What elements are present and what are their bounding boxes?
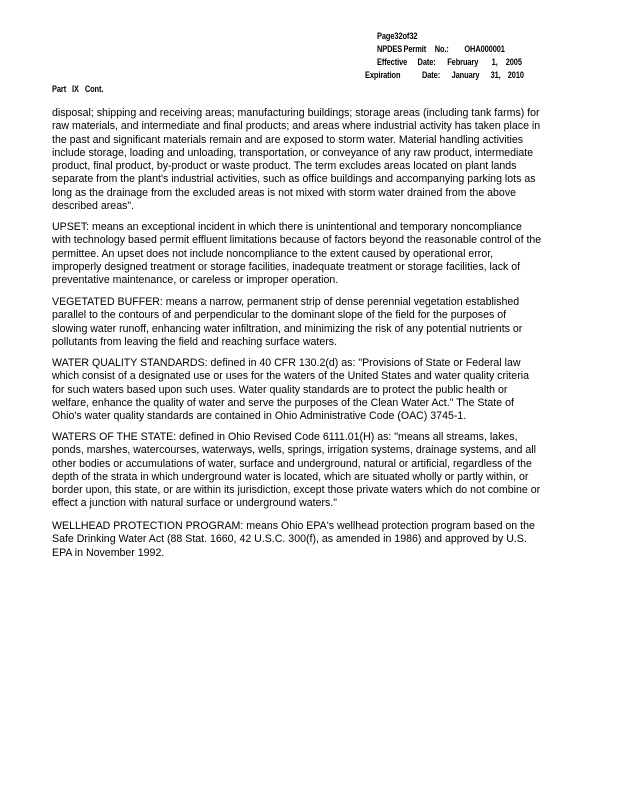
paragraph-vegetated-buffer xyxy=(52,296,567,349)
paragraph-upset xyxy=(52,221,567,287)
text-line: permittee. An upset does not include noncompliance to the extent caused by operational error, xyxy=(52,247,494,260)
effective-date-line xyxy=(377,57,522,68)
expiration-date-line xyxy=(365,70,524,81)
permit-no: OHA000001 xyxy=(464,44,505,55)
text-line: effect a junction with natural surface or underground waters." xyxy=(52,497,338,510)
permit-number-line xyxy=(377,44,505,55)
text-line: border upon, this state, or are within its jurisdiction, except those private waters which do not combine or xyxy=(52,484,541,497)
text-line: include storage, loading and unloading, transportation, or conveyance of any raw product, intermediate xyxy=(52,146,534,159)
text-line: with technology based permit effluent limitations because of factors beyond the reasonable control of the xyxy=(52,234,542,247)
text-line: WATERS OF THE STATE: defined in Ohio Revised Code 6111.01(H) as: "means all streams, lakes, xyxy=(52,431,518,443)
text-line: preventative maintenance, or careless or improper operation. xyxy=(52,274,339,287)
text-line: other bodies or accumulations of water, surface and underground, natural or artificial, regardless of the xyxy=(52,457,532,470)
text-line: which consist of a designated use or uses for the waters of the United States and water quality criteria xyxy=(52,370,529,383)
text-line: for such waters based upon such uses. Water quality standards are to protect the public health or xyxy=(52,383,508,396)
paragraph-water-quality-standards xyxy=(52,357,567,423)
text-line: product, final product, by-product or waste product. The term excludes areas located on plant lands xyxy=(52,160,517,173)
effective-date-label: Date: xyxy=(417,57,436,68)
effective-month: February xyxy=(447,57,479,68)
text-line: Safe Drinking Water Act (88 Stat. 1660, 42 U.S.C. 300(f), as amended in 1986) and approved by U.S. xyxy=(52,533,527,546)
effective-day: 1, xyxy=(491,57,498,68)
permit-label: NPDES xyxy=(377,44,403,55)
paragraph-wellhead-protection xyxy=(52,520,567,560)
text-line: long as the drainage from the excluded areas is not mixed with storm water drained from the above xyxy=(52,186,517,199)
text-line: pollutants from leaving the field and reaching surface waters. xyxy=(52,335,338,348)
text-line: described areas". xyxy=(52,200,135,213)
text-line: the past and significant materials remain and are exposed to storm water. Material handling activities xyxy=(52,133,524,146)
expiration-month: January xyxy=(451,70,480,81)
text-line: welfare, enhance the quality of water and serve the purposes of the Clean Water Act." The State of xyxy=(52,396,514,409)
text-line: VEGETATED BUFFER: means a narrow, permanent strip of dense perennial vegetation established xyxy=(52,296,520,308)
no-label: No.: xyxy=(434,44,449,55)
part-label: Part IX Cont. xyxy=(52,84,104,95)
text-line: improperly designed treatment or storage facilities, inadequate treatment or storage facilities, lack of xyxy=(52,260,521,273)
text-line: WATER QUALITY STANDARDS: defined in 40 CFR 130.2(d) as: "Provisions of State or Federal law xyxy=(52,357,521,369)
expiration-year: 2010 xyxy=(507,70,524,81)
text-line: raw materials, and intermediate and final products; and areas where industrial activity has taken place in xyxy=(52,120,541,133)
paragraph-storm-water-definition-cont xyxy=(52,107,567,213)
text-line: EPA in November 1992. xyxy=(52,546,165,559)
expiration-label: Expiration xyxy=(365,70,401,81)
expiration-date-label: Date: xyxy=(421,70,441,81)
text-line: separate from the plant's industrial activities, such as office buildings and accompanying parking lots as xyxy=(52,173,536,186)
text-line: Ohio's water quality standards are contained in Ohio Administrative Code (OAC) 3745-1. xyxy=(52,410,467,423)
text-line: depth of the strata in which underground water is located, which are situated wholly or partly within, or xyxy=(52,470,529,483)
page-number: Page32of32 xyxy=(377,31,418,42)
effective-label: Effective xyxy=(377,57,408,68)
text-line: UPSET: means an exceptional incident in which there is unintentional and temporary noncompliance xyxy=(52,221,522,233)
text-line: slowing water runoff, enhancing water infiltration, and minimizing the risk of any potential nutrients or xyxy=(52,322,523,335)
permit-word: Permit xyxy=(403,44,427,55)
paragraph-waters-of-the-state xyxy=(52,431,567,511)
text-line: WELLHEAD PROTECTION PROGRAM: means Ohio EPA's wellhead protection program based on the xyxy=(52,520,535,532)
text-line: parallel to the contours of and perpendicular to the dominant slope of the field for the purposes of xyxy=(52,309,507,322)
text-line: disposal; shipping and receiving areas; manufacturing buildings; storage areas (including tank farms) for xyxy=(52,107,540,119)
effective-year: 2005 xyxy=(505,57,522,68)
text-line: ponds, marshes, watercourses, waterways, wells, springs, irrigation systems, drainage systems, and all xyxy=(52,444,536,457)
expiration-day: 31, xyxy=(490,70,501,81)
